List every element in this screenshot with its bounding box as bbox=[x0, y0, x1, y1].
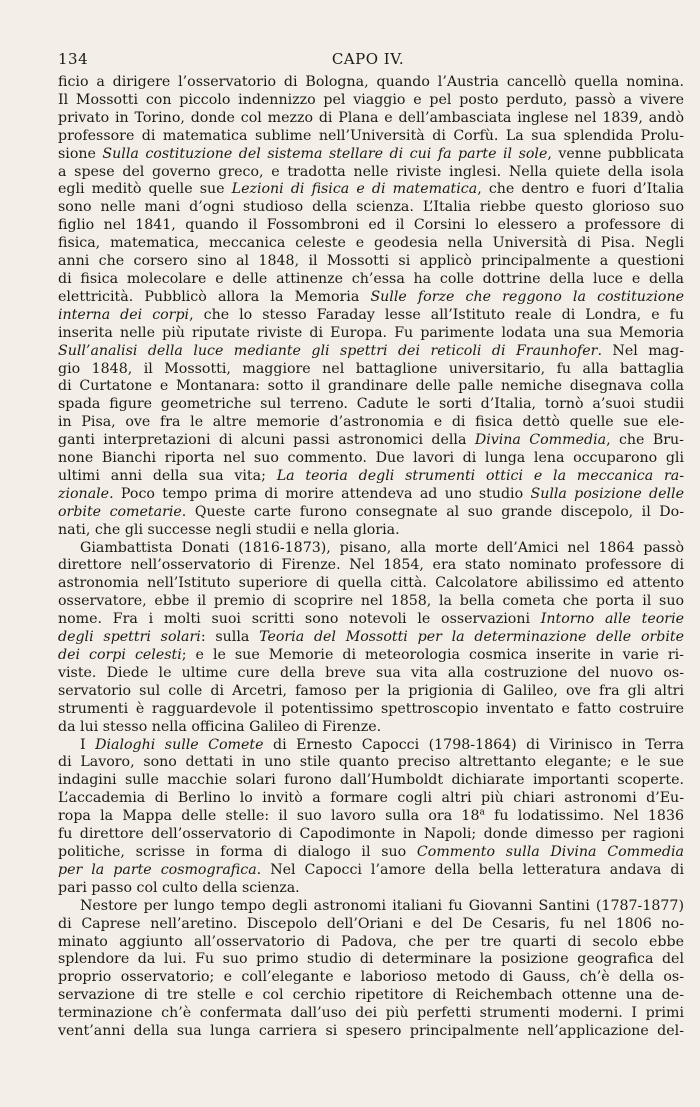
text-line: ultimi anni della sua vita; La teoria degli strumenti ottici e la meccanica ra- bbox=[58, 467, 684, 484]
text-line: nome. Fra i molti suoi scritti sono notevoli le osservazioni Intorno alle teorie bbox=[58, 611, 684, 628]
text-line: privato in Torino, donde col mezzo di Plana e dell’ambasciata inglese nel 1839, andò bbox=[58, 109, 684, 126]
text-line: pari passo col culto della scienza. bbox=[58, 879, 300, 896]
text-line: vent’anni della sua lunga carriera si spesero principalmente nell’applicazione del- bbox=[58, 1023, 684, 1040]
text-line: per la parte cosmografica. Nel Capocci l’amore della bella letteratura andava di bbox=[58, 861, 684, 878]
text-line: ganti interpretazioni di alcuni passi astronomici della Divina Commedia, che Bru- bbox=[58, 432, 684, 449]
text-line: I Dialoghi sulle Comete di Ernesto Capocci (1798-1864) di Virinisco in Terra bbox=[80, 736, 684, 753]
body-text bbox=[58, 74, 684, 1041]
text-line: indagini sulle macchie solari furono dall’Humboldt dichiarate importanti scoperte. bbox=[58, 772, 684, 789]
text-line: osservatore, ebbe il premio di scoprire nel 1858, la bella cometa che porta il suo bbox=[58, 593, 684, 610]
text-line: nati, che gli successe negli studii e nella gloria. bbox=[58, 521, 400, 538]
text-line: orbite cometarie. Queste carte furono consegnate al suo grande discepolo, il Do- bbox=[58, 503, 684, 520]
text-line: elettricità. Pubblicò allora la Memoria Sulle forze che reggono la costituzione bbox=[58, 288, 684, 305]
page-header bbox=[58, 50, 678, 74]
text-line: figlio nel 1841, quando il Fossombroni ed il Corsini lo elessero a professore di bbox=[58, 217, 684, 234]
text-line: Giambattista Donati (1816-1873), pisano, alla morte dell’Amici nel 1864 passò bbox=[80, 539, 684, 556]
text-line: splendore da lui. Fu suo primo studio di determinare la posizione geografica del bbox=[58, 951, 684, 968]
text-line: di fisica molecolare e delle attinenze ch’essa ha colle dottrine della luce e della bbox=[58, 270, 684, 287]
text-line: ropa la Mappa delle stelle: il suo lavoro sulla ora 18$^a$ fu lodatissimo. Nel 1836 bbox=[58, 808, 684, 825]
text-line: strumenti è ragguardevole il potentissimo spettroscopio inventato e fatto costruire bbox=[58, 700, 684, 717]
text-line: dei corpi celesti; e le sue Memorie di meteorologia cosmica inserite in varie ri- bbox=[58, 647, 684, 663]
text-line: interna dei corpi, che lo stesso Faraday lesse all’Istituto reale di Londra, e fu bbox=[58, 306, 684, 323]
text-line: viste. Diede le ultime cure della breve sua vita alla costruzione del nuovo os- bbox=[58, 664, 684, 681]
text-line: Nestore per lungo tempo degli astronomi italiani fu Giovanni Santini (1787-1877) bbox=[80, 897, 684, 914]
text-line: terminazione ch’è confermata dall’uso dei più perfetti strumenti moderni. I primi bbox=[58, 1005, 684, 1022]
text-line: sono nelle mani d’ogni studioso della scienza. L’Italia riebbe questo glorioso suo bbox=[58, 199, 684, 216]
text-line: inserita nelle più riputate riviste di Europa. Fu parimente lodata una sua Memoria bbox=[58, 324, 684, 341]
text-line: di Caprese nell’aretino. Discepolo dell’Oriani e del De Cesaris, fu nel 1806 no- bbox=[58, 915, 684, 932]
text-line: fu direttore dell’osservatorio di Capodimonte in Napoli; donde dimesso per ragioni bbox=[58, 826, 684, 843]
text-line: zionale. Poco tempo prima di morire attendeva ad uno studio Sulla posizione delle bbox=[58, 485, 684, 502]
text-line: anni che corsero sino al 1848, il Mossotti si applicò principalmente a questioni bbox=[58, 253, 684, 270]
text-line: ficio a dirigere l’osservatorio di Bologna, quando l’Austria cancellò quella nomina. bbox=[58, 74, 684, 90]
text-line: direttore nell’osservatorio di Firenze. Nel 1854, era stato nominato professore di bbox=[58, 557, 684, 574]
text-line: astronomia nell’Istituto superiore di quella città. Calcolatore abilissimo ed attento bbox=[58, 575, 684, 592]
text-line: sione Sulla costituzione del sistema stellare di cui fa parte il sole, venne pubblicata bbox=[58, 145, 684, 162]
text-line: servazione di tre stelle e col cerchio ripetitore di Reichembach ottenne una de- bbox=[58, 987, 684, 1004]
text-line: gio 1848, il Mossotti, maggiore nel battaglione universitario, fu alla battaglia bbox=[58, 360, 684, 377]
text-line: da lui stesso nella officina Galileo di Firenze. bbox=[58, 718, 382, 735]
text-line: di Lavoro, sono dettati in uno stile quanto preciso altrettanto elegante; e le sue bbox=[58, 754, 684, 771]
text-line: L’accademia di Berlino lo invitò a formare cogli altri più chiari astronomi d’Eu- bbox=[58, 790, 684, 807]
text-line: minato aggiunto all’osservatorio di Padova, che per tre quarti di secolo ebbe bbox=[58, 933, 684, 950]
page-number: 134 bbox=[58, 50, 89, 68]
text-line: a spese del governo greco, e tradotta nelle riviste inglesi. Nella quiete della isola bbox=[58, 163, 684, 180]
text-line: Il Mossotti con piccolo indennizzo pel viaggio e pel posto perduto, passò a vivere bbox=[58, 91, 684, 108]
running-title: CAPO IV. bbox=[331, 50, 405, 68]
text-line: none Bianchi riporta nel suo commento. Due lavori di lunga lena occuparono gli bbox=[58, 450, 684, 467]
text-line: in Pisa, ove fra le altre memorie d’astronomia e di fisica dettò quelle sue ele- bbox=[58, 414, 684, 431]
text-line: fisica, matematica, meccanica celeste e geodesia nella Università di Pisa. Negli bbox=[58, 235, 684, 252]
text-line: Sull’analisi della luce mediante gli spettri dei reticoli di Fraunhofer. Nel mag- bbox=[58, 342, 684, 359]
text-line: egli meditò quelle sue Lezioni di fisica e di matematica, che dentro e fuori d’Italia bbox=[58, 181, 684, 198]
text-line: proprio osservatorio; e coll’elegante e laborioso metodo di Gauss, ch’è della os- bbox=[58, 969, 684, 986]
text-line: servatorio sul colle di Arcetri, famoso per la prigionia di Galileo, ove fra gli altri bbox=[58, 682, 684, 699]
text-line: politiche, scrisse in forma di dialogo il suo Commento sulla Divina Commedia bbox=[58, 843, 684, 860]
text-line: di Curtatone e Montanara: sotto il grandinare delle palle nemiche disegnava colla bbox=[58, 378, 684, 395]
text-line: spada figure geometriche sul terreno. Cadute le sorti d’Italia, tornò a’suoi studii bbox=[58, 396, 684, 413]
text-line: degli spettri solari: sulla Teoria del Mossotti per la determinazione delle orbite bbox=[58, 629, 684, 646]
text-line: professore di matematica sublime nell’Università di Corfù. La sua splendida Prolu- bbox=[58, 127, 684, 144]
